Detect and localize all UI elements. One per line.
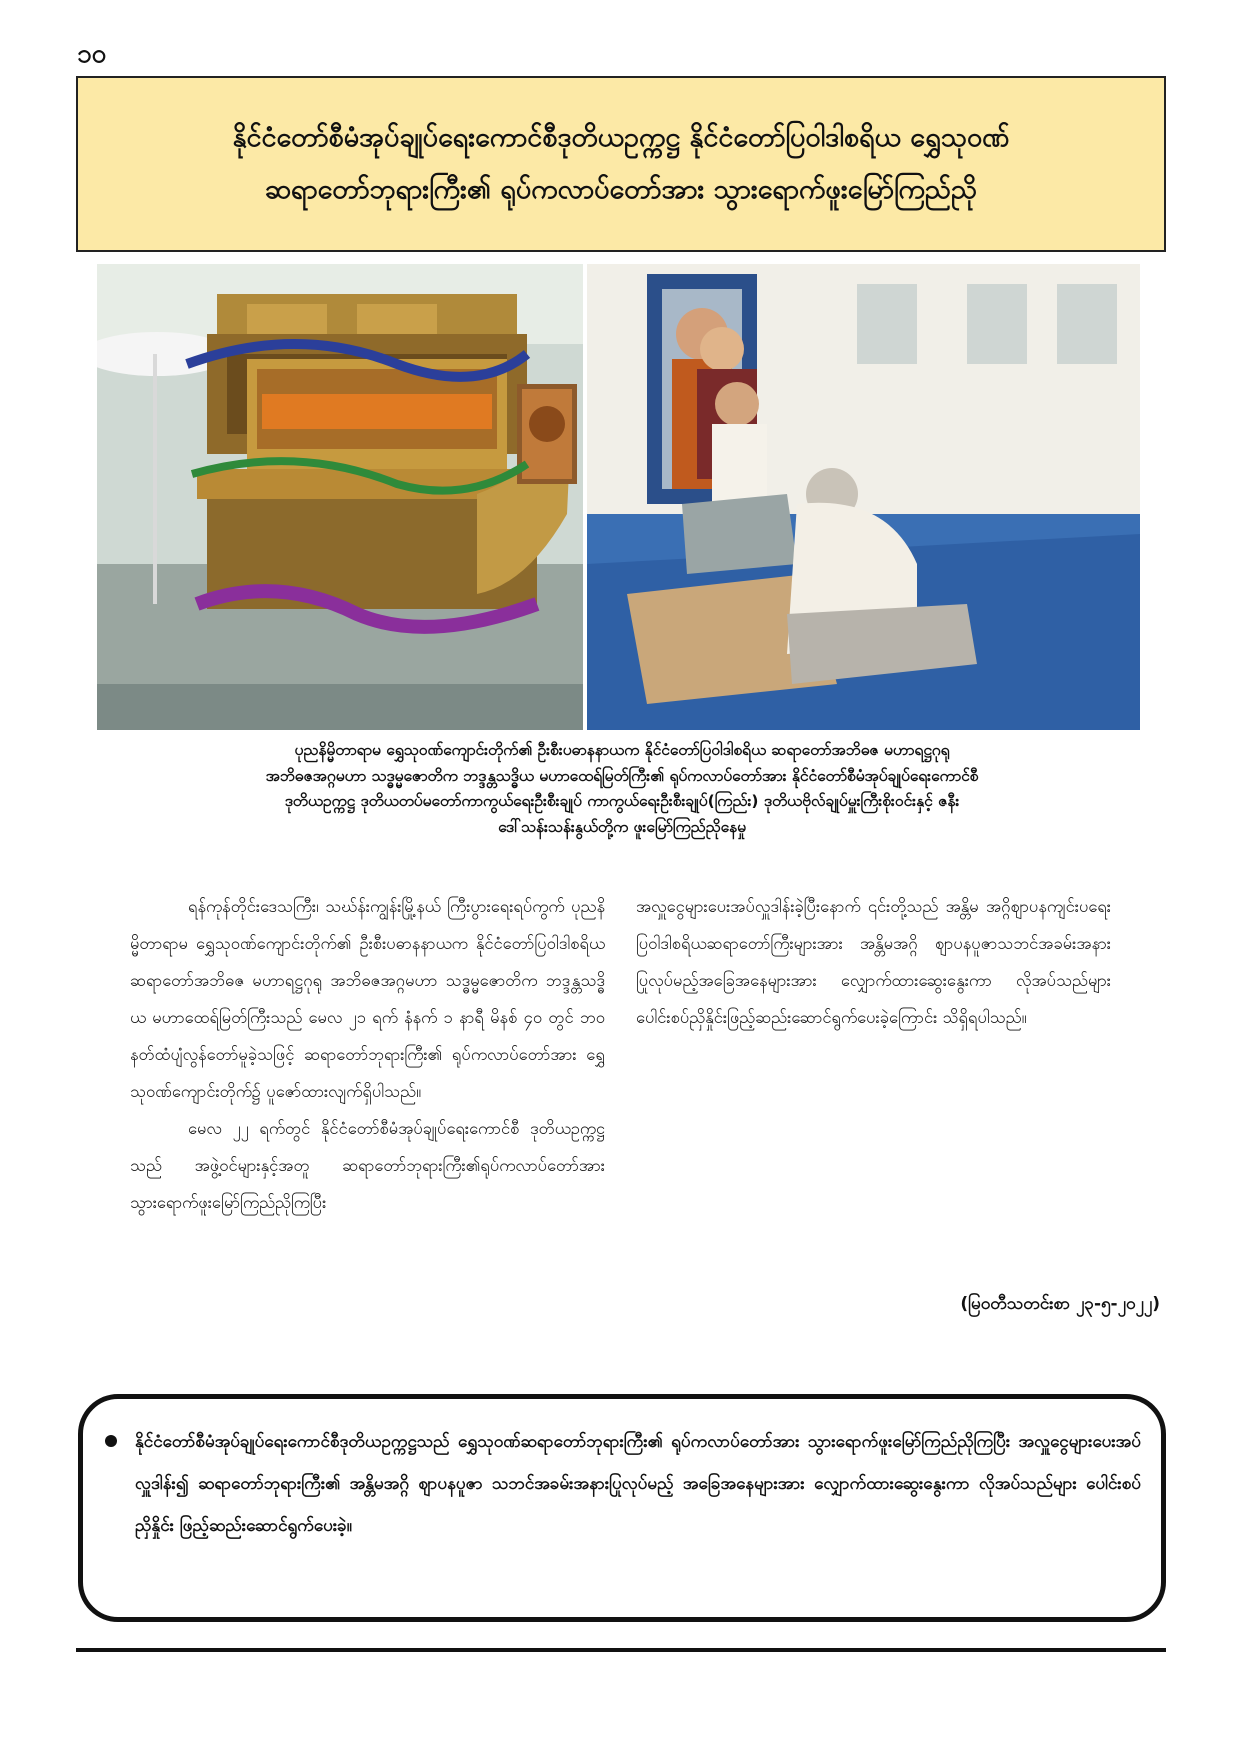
page-number: ၁၀	[77, 39, 107, 69]
headline-box	[76, 76, 1166, 252]
caption-line-4: ဒေါ်သန်းသန်းနွယ်တို့က ဖူးမြော်ကြည်ညိုနေမှု	[498, 817, 746, 836]
photo-strip	[97, 264, 1140, 730]
article-column-right	[636, 888, 1111, 1036]
article-paragraph-2: မေလ ၂၂ ရက်တွင် နိုင်ငံတော်စီမံအုပ်ချုပ်ရေးကောင်စီ ဒုတိယဥက္ကဋ္ဌသည် အဖွဲ့ဝင်များနှင့်အတူ ဆရာတော်ဘုရားကြီး၏ရုပ်ကလာပ်တော်အား သွားရောက်ဖူးမြော်ကြည်ညိုကြပြီး	[130, 1119, 605, 1212]
article-paragraph-1: ရန်ကုန်တိုင်းဒေသကြီး၊ သဃ်န်းကျွန်းမြို့နယ် ကြီးပွားရေးရပ်ကွက် ပုညနိမ္မိတာရာမ ရွှေသုဝဏ်ကျောင်းတိုက်၏ ဦးစီးပဓာနနာယက နိုင်ငံတော်ပြဝါဒါစရိယ ဆရာတော်အဘိဓဇ မဟာရဋ္ဌဂုရု အဘိဓဇအဂ္ဂမဟာ သဒ္ဓမ္မဇောတိက ဘဒ္ဒန္တသဒ္ဓိယ မဟာထေရ်မြတ်ကြီးသည် မေလ ၂၁ ရက် နံနက် ၁ နာရီ မိနစ် ၄၀ တွင် ဘဝနတ်ထံပျံလွန်တော်မူခဲ့သဖြင့် ဆရာတော်ဘုရားကြီး၏ ရုပ်ကလာပ်တော်အား ရွှေသုဝဏ်ကျောင်းတိုက်၌ ပူဇော်ထားလျက်ရှိပါသည်။	[130, 897, 605, 1101]
caption-line-1: ပုညနိမ္မိတာရာမ ရွှေသုဝဏ်ကျောင်းတိုက်၏ ဦးစီးပဓာနနာယက နိုင်ငံတော်ပြဝါဒါစရိယ ဆရာတော်အဘိဓဇ မဟာရဋ္ဌဂုရု	[294, 741, 950, 759]
footer-rule	[76, 1648, 1166, 1652]
caption-line-3: ဒုတိယဥက္ကဋ္ဌ ဒုတိယတပ်မတော်ကာကွယ်ရေးဦးစီးချုပ် ကာကွယ်ရေးဦးစီးချုပ်(ကြည်း) ဒုတိယဗိုလ်ချုပ်မှူးကြီးစိုးဝင်းနှင့် ဇနီး	[284, 792, 960, 810]
photo-caption	[112, 738, 1132, 840]
bullet-dot-icon	[105, 1435, 117, 1447]
source-citation: (မြဝတီသတင်းစာ ၂၃-၅-၂၀၂၂)	[960, 1294, 1160, 1314]
article-paragraph-3: အလှူငွေများပေးအပ်လှူဒါန်းခဲ့ပြီးနောက် ၎င်းတို့သည် အန္တိမ အဂ္ဂိဈာပနကျင်းပရေး ပြဝါဒါစရိယဆရာတော်ကြီးများအား အန္တိမအဂ္ဂိ ဈာပနပူဇာသဘင်အခမ်းအနားပြုလုပ်မည့်အခြေအနေများအား လျှောက်ထားဆွေးနွေးကာ လိုအပ်သည်များ ပေါင်းစပ်ညှိနှိုင်းဖြည့်ဆည်းဆောင်ရွက်ပေးခဲ့ကြောင်း သိရှိရပါသည်။	[636, 897, 1111, 1027]
summary-text: နိုင်ငံတော်စီမံအုပ်ချုပ်ရေးကောင်စီဒုတိယဥက္ကဋ္ဌသည် ရွှေသုဝဏ်ဆရာတော်ဘုရားကြီး၏ ရုပ်ကလာပ်တော်အား သွားရောက်ဖူးမြော်ကြည်ညိုကြပြီး အလှူငွေများပေးအပ်လှူဒါန်း၍ ဆရာတော်ဘုရားကြီး၏ အန္တိမအဂ္ဂိ ဈာပနပူဇာ သဘင်အခမ်းအနားပြုလုပ်မည့် အခြေအနေများအား လျှောက်ထားဆွေးနွေးကာ လိုအပ်သည်များ ပေါင်းစပ်ညှိနှိုင်း ဖြည့်ဆည်းဆောင်ရွက်ပေးခဲ့။	[135, 1432, 1141, 1536]
photo-paying-respects	[587, 264, 1140, 730]
headline-line-1: နိုင်ငံတော်စီမံအုပ်ချုပ်ရေးကောင်စီဒုတိယဥက္ကဋ္ဌ နိုင်ငံတော်ပြဝါဒါစရိယ ရွှေသုဝဏ်	[232, 122, 1010, 153]
photo-coffin	[97, 264, 583, 730]
headline-line-2: ဆရာတော်ဘုရားကြီး၏ ရုပ်ကလာပ်တော်အား သွားရောက်ဖူးမြော်ကြည်ညို	[264, 174, 978, 205]
caption-line-2: အဘိဓဇအဂ္ဂမဟာ သဒ္ဓမ္မဇောတိက ဘဒ္ဒန္တသဒ္ဓိယ မဟာထေရ်မြတ်ကြီး၏ ရုပ်ကလာပ်တော်အား နိုင်ငံတော်စီမံအုပ်ချုပ်ရေးကောင်စီ	[265, 766, 979, 785]
summary-box	[78, 1394, 1166, 1622]
article-column-left	[130, 888, 605, 1221]
